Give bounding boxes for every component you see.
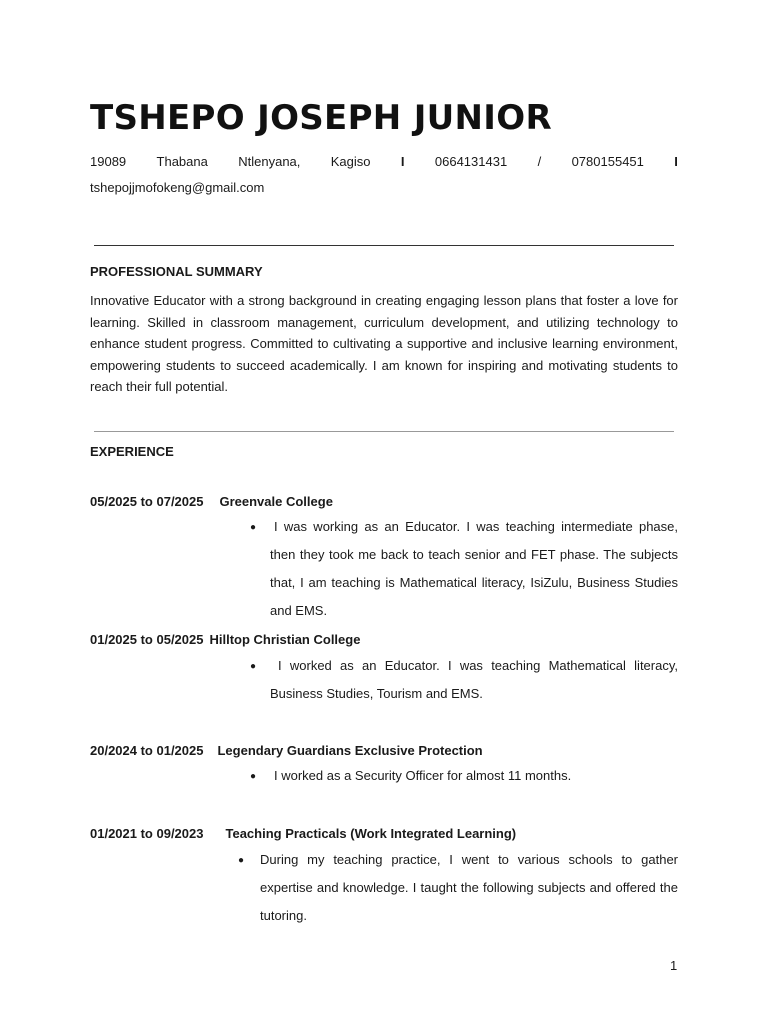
contact-line <box>90 152 678 170</box>
summary-heading: PROFESSIONAL SUMMARY <box>90 264 263 279</box>
job-dates: 05/2025 to 07/2025 <box>90 494 204 509</box>
phone-slash: / <box>537 153 542 169</box>
summary-divider <box>94 431 674 432</box>
job-header <box>90 632 360 647</box>
email-address: tshepojjmofokeng@gmail.com <box>90 180 265 195</box>
experience-heading: EXPERIENCE <box>90 444 174 459</box>
address-house-number: 19089 <box>90 153 127 169</box>
job-header <box>90 743 483 758</box>
page-number: 1 <box>670 958 678 973</box>
bullet-point: ● <box>238 855 245 866</box>
job-description: During my teaching practice, I went to various schools to gather expertise and knowledge. I taught the following subjects and offered the tutoring. <box>260 852 678 923</box>
job-company: Hilltop Christian College <box>209 632 361 647</box>
contact-separator: I <box>400 153 405 169</box>
phone-secondary: 0780155451 <box>571 153 644 169</box>
header-divider <box>94 245 674 246</box>
job-description: I was working as an Educator. I was teaching intermediate phase, then they took me back to teach senior and FET phase. The subjects that, I am teaching is Mathematical literacy, IsiZulu, Business Studies and EMS. <box>270 519 678 618</box>
job-company: Greenvale College <box>219 494 333 509</box>
resume-name: TSHEPO JOSEPH JUNIOR <box>90 98 552 138</box>
job-dates: 01/2025 to 05/2025 <box>90 632 204 647</box>
bullet-point: ● <box>250 771 257 782</box>
contact-separator-end: I <box>674 153 678 169</box>
bullet-point: ● <box>250 522 257 533</box>
job-company: Teaching Practicals (Work Integrated Learning) <box>225 826 517 841</box>
job-header <box>90 826 516 841</box>
address-town: Kagiso <box>330 153 371 169</box>
job-header <box>90 494 333 509</box>
job-company: Legendary Guardians Exclusive Protection <box>217 743 483 758</box>
address-street-2: Ntlenyana, <box>238 153 301 169</box>
phone-primary: 0664131431 <box>434 153 508 169</box>
summary-text: Innovative Educator with a strong background in creating engaging lesson plans that foster a love for learning. Skilled in classroom management, curriculum development, and utilizing technology to enhance student progress. Committed to cultivating a supportive and inclusive learning environment, empowering students to succeed academically. I am known for inspiring and motivating students to reach their full potential. <box>90 293 678 394</box>
job-description: I worked as a Security Officer for almost 11 months. <box>274 768 572 783</box>
address-street-1: Thabana <box>156 153 208 169</box>
job-dates: 01/2021 to 09/2023 <box>90 826 204 841</box>
bullet-point: ● <box>250 661 257 672</box>
job-description: I worked as an Educator. I was teaching Mathematical literacy, Business Studies, Tourism and EMS. <box>270 658 678 701</box>
job-dates: 20/2024 to 01/2025 <box>90 743 204 758</box>
